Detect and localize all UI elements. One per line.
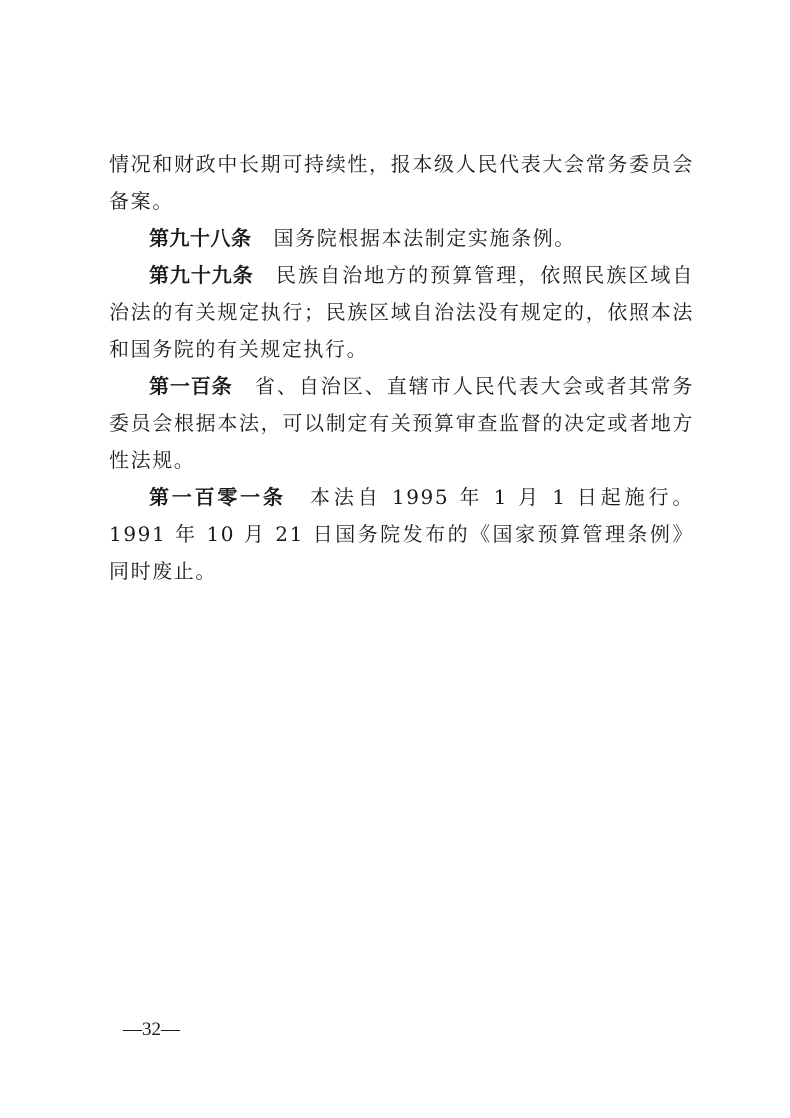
- page-number: —32—: [123, 1019, 180, 1040]
- article-number: 第一百零一条: [149, 485, 286, 509]
- article-text: 国务院根据本法制定实施条例。: [273, 226, 576, 250]
- article-text: 省、自治区、直辖市人民代表大会或者其常务委员会根据本法，可以制定有关预算审查监督的决定或者地方性法规。: [109, 374, 694, 472]
- article-101: [109, 479, 694, 590]
- article-99: [109, 257, 694, 368]
- article-number: 第九十九条: [149, 263, 254, 287]
- paragraph-text: 情况和财政中长期可持续性，报本级人民代表大会常务委员会备案。: [109, 152, 694, 213]
- article-100: [109, 368, 694, 479]
- article-text: 本法自 1995 年 1 月 1 日起施行。1991 年 10 月 21 日国务院发布的《国家预算管理条例》同时废止。: [109, 485, 694, 583]
- article-number: 第九十八条: [149, 226, 252, 250]
- document-body: [109, 146, 694, 590]
- article-text: 民族自治地方的预算管理，依照民族区域自治法的有关规定执行；民族区域自治法没有规定的，依照本法和国务院的有关规定执行。: [109, 263, 694, 361]
- article-98: [109, 220, 694, 257]
- paragraph-continuation: [109, 146, 694, 220]
- article-number: 第一百条: [149, 374, 233, 398]
